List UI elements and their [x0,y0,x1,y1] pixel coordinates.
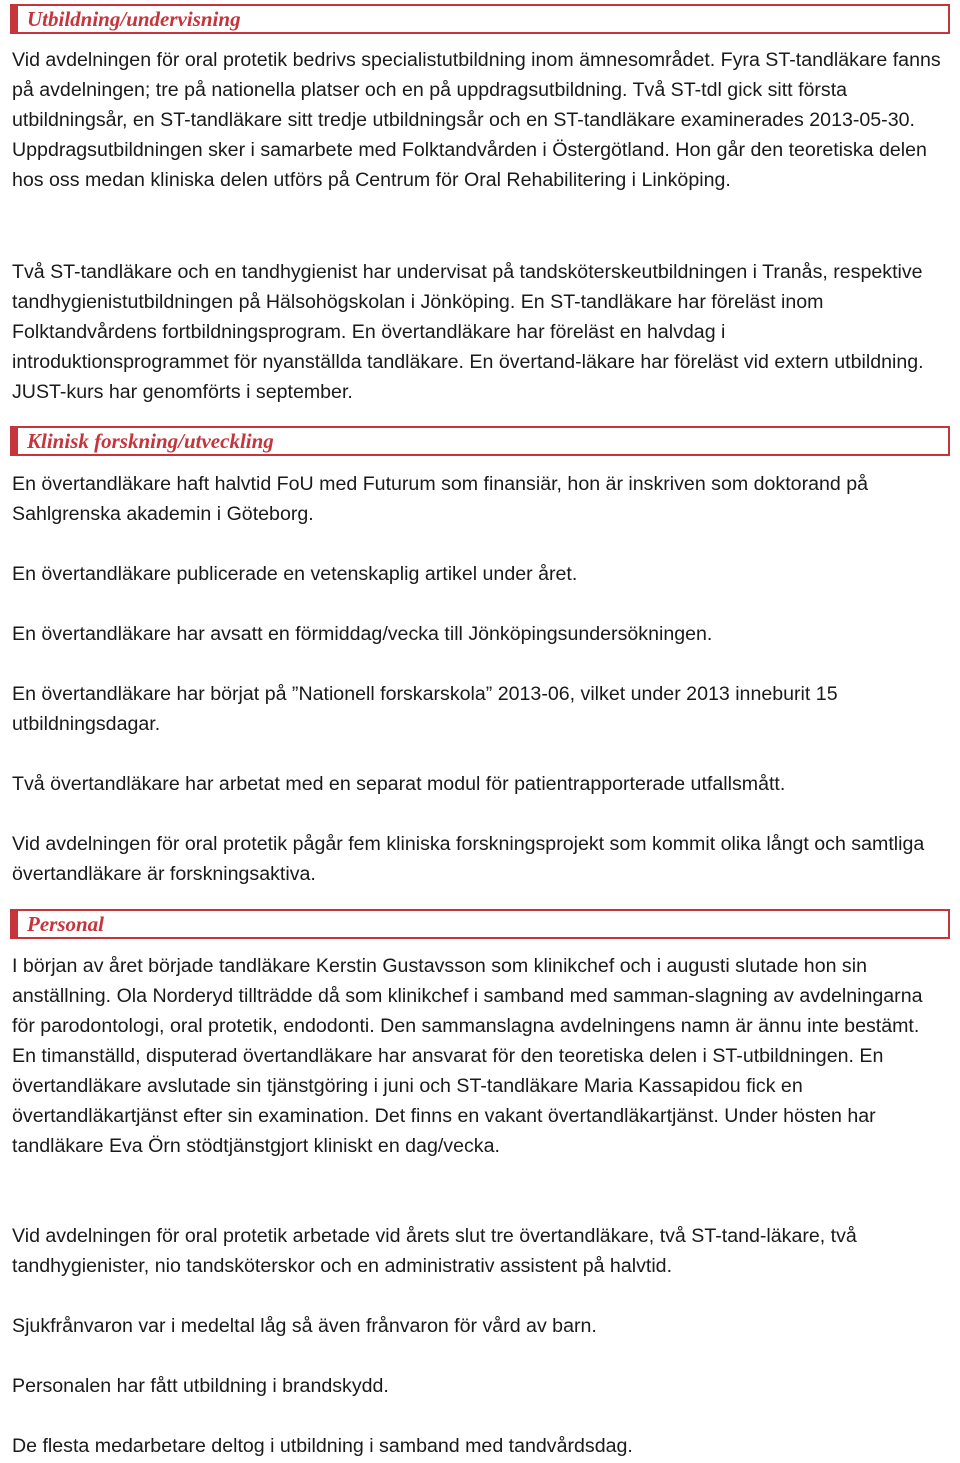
paragraph: Två övertandläkare har arbetat med en separat modul för patientrapporterade utfallsmått. [12,773,786,795]
paragraph: Vid avdelningen för oral protetik arbetade vid årets slut tre övertandläkare, två ST-tand-läkare, två tandhygienister, nio tandsköterskor och en administrativ assistent på halvtid. [12,1225,857,1277]
paragraph: En övertandläkare publicerade en vetenskaplig artikel under året. [12,563,578,585]
paragraph: De flesta medarbetare deltog i utbildning i samband med tandvårdsdag. [12,1435,633,1457]
paragraph: En övertandläkare har börjat på ”Nationell forskarskola” 2013-06, vilket under 2013 inneburit 15 utbildningsdagar. [12,683,838,735]
section-heading-text: Klinisk forskning/utveckling [27,428,274,453]
paragraph: Två ST-tandläkare och en tandhygienist har undervisat på tandsköterskeutbildningen i Tranås, respektive tandhygienistutbildningen på Hälsohögskolan i Jönköping. En ST-tandläkare har föreläst inom Folktandvårdens fortbildningsprogram. En övertandläkare har föreläst en halvdag i introduktionsprogrammet för nyanställda tandläkare. En övertand-läkare har föreläst vid extern utbildning. JUST-kurs har genomförts i september. [12,261,924,403]
section-heading-klinisk-forskning [10,426,950,456]
section-heading-utbildning [10,4,950,34]
section-heading-text: Utbildning/undervisning [27,6,241,31]
paragraph: Personalen har fått utbildning i brandskydd. [12,1375,389,1397]
section-heading-personal [10,909,950,939]
paragraph: Vid avdelningen för oral protetik pågår fem kliniska forskningsprojekt som kommit olika långt och samtliga övertandläkare är forskningsaktiva. [12,833,925,885]
paragraph: Sjukfrånvaron var i medeltal låg så även frånvaron för vård av barn. [12,1315,597,1337]
paragraph: Vid avdelningen för oral protetik bedrivs specialistutbildning inom ämnesområdet. Fyra ST-tandläkare fanns på avdelningen; tre på nationella platser och en på uppdragsutbildning. Två ST-tdl gick sitt första utbildningsår, en ST-tandläkare sitt tredje utbildningsår och en ST-tandläkare examinerades 2013-05-30. Uppdragsutbildningen sker i samarbete med Folktandvården i Östergötland. Hon går den teoretiska delen hos oss medan kliniska delen utförs på Centrum för Oral Rehabilitering i Linköping. [12,49,941,191]
paragraph: En övertandläkare har avsatt en förmiddag/vecka till Jönköpingsundersökningen. [12,623,713,645]
paragraph: En övertandläkare haft halvtid FoU med Futurum som finansiär, hon är inskriven som doktorand på Sahlgrenska akademin i Göteborg. [12,473,869,525]
paragraph: I början av året började tandläkare Kerstin Gustavsson som klinikchef och i augusti slutade hon sin anställning. Ola Norderyd tillträdde då som klinikchef i samband med samman-slagning av avdelningarna för parodontologi, oral protetik, endodonti. Den sammanslagna avdelningens namn är ännu inte bestämt. En timanställd, disputerad övertandläkare har ansvarat för den teoretiska delen i ST-utbildningen. En övertandläkare avslutade sin tjänstgöring i juni och ST-tandläkare Maria Kassapidou fick en övertandläkartjänst efter sin examination. Det finns en vakant övertandläkartjänst. Under hösten har tandläkare Eva Örn stödtjänstgjort kliniskt en dag/vecka. [12,955,923,1157]
section-heading-text: Personal [27,911,105,936]
